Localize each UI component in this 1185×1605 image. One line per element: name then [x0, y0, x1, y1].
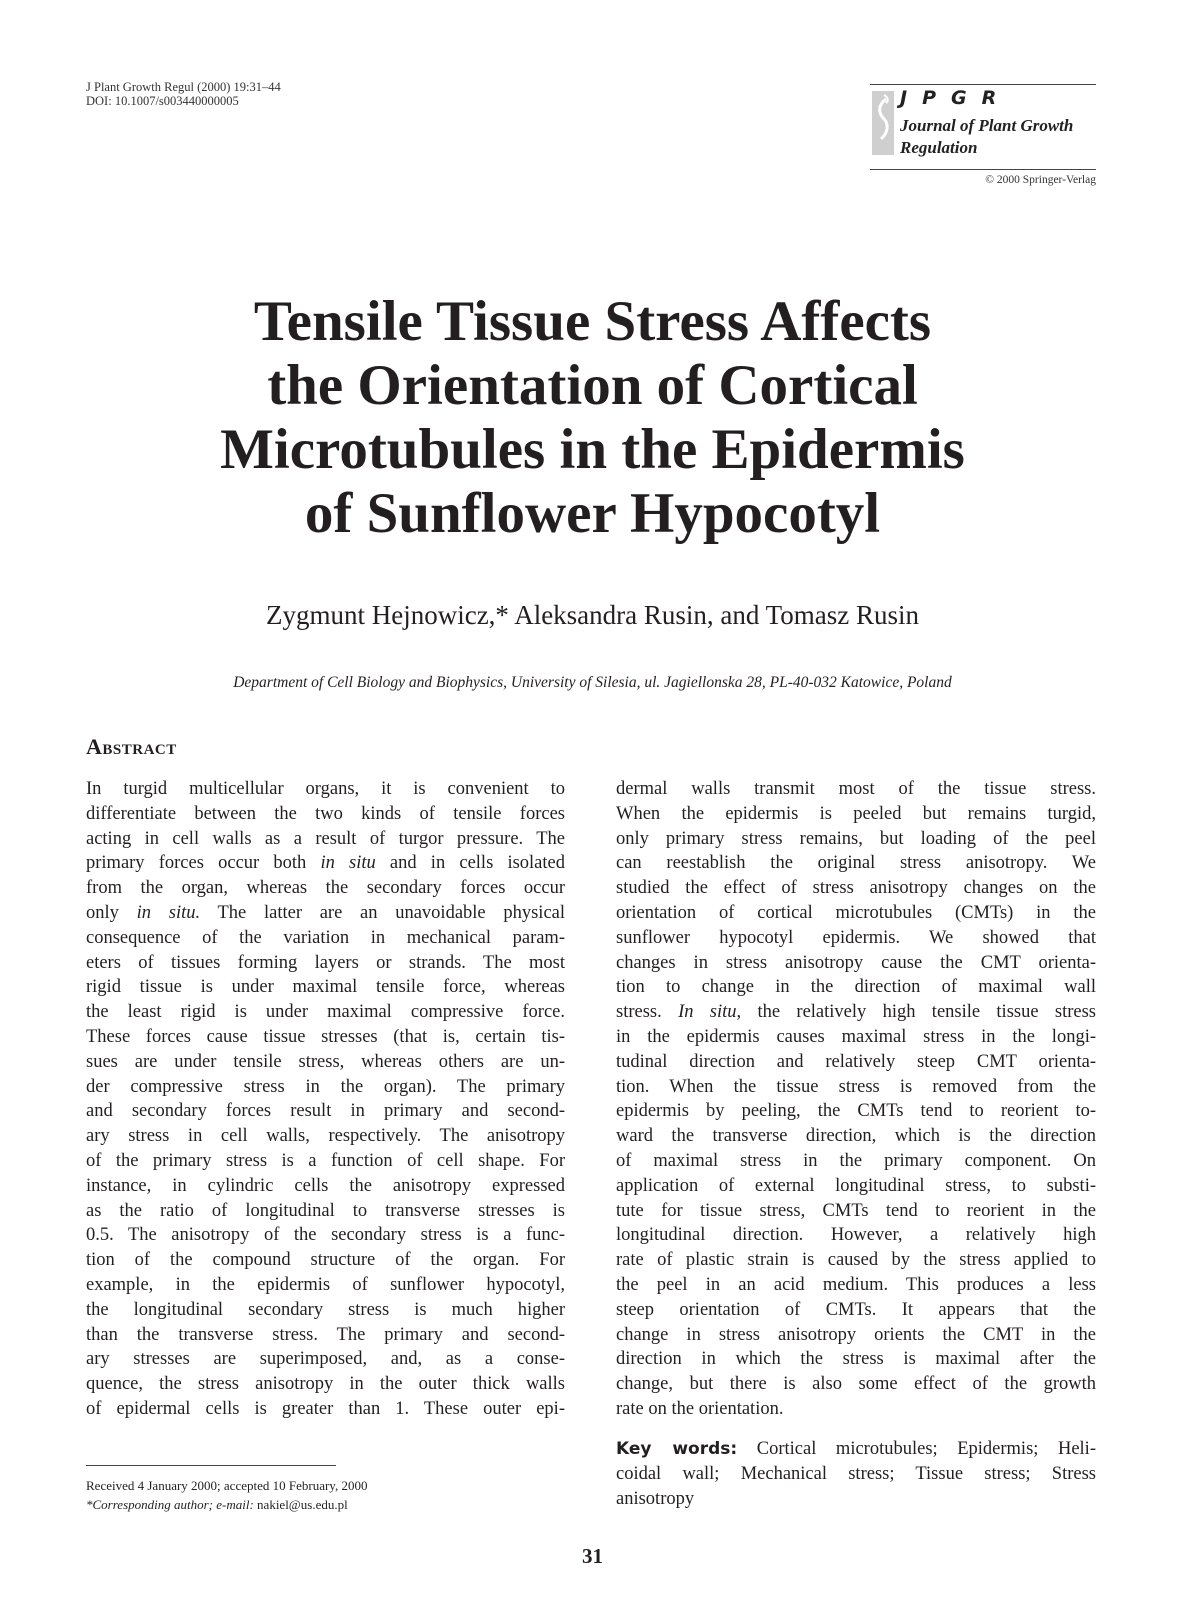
abstract-line: steep orientation of CMTs. It appears that the — [616, 1299, 1096, 1320]
journal-name-line: Journal of Plant Growth — [900, 116, 1074, 135]
page-number: 31 — [582, 1544, 603, 1568]
abstract-italic-text: in situ. — [136, 902, 201, 923]
abstract-text: The latter are an unavoidable physical — [200, 902, 566, 923]
abstract-line: change, but there is also some effect of the growth — [616, 1374, 1096, 1395]
abstract-line: and secondary forces result in primary and second- — [86, 1101, 565, 1122]
abstract-line: of maximal stress in the primary component. On — [616, 1150, 1096, 1171]
abstract-line: studied the effect of stress anisotropy changes on the — [616, 878, 1096, 899]
citation — [86, 80, 281, 108]
abstract-line: tion of the compound structure of the organ. For — [86, 1250, 565, 1271]
paper-title — [120, 290, 1065, 546]
abstract-line: consequence of the variation in mechanical param- — [86, 927, 565, 948]
corresponding-label: *Corresponding author; e-mail: — [86, 1497, 254, 1512]
abstract-line: eters of tissues forming layers or strands. The most — [86, 952, 565, 973]
affiliation: Department of Cell Biology and Biophysics, University of Silesia, ul. Jagiellonska 28, PL-40-032 Katowice, Poland — [233, 674, 952, 691]
abstract-line: tute for tissue stress, CMTs tend to reorient in the — [616, 1200, 1096, 1221]
abstract-line: When the epidermis is peeled but remains turgid, — [616, 803, 1096, 824]
abstract-line: as the ratio of longitudinal to transverse stresses is — [86, 1200, 565, 1221]
abstract-line: rate on the orientation. — [616, 1398, 784, 1419]
abstract-left-column — [86, 777, 565, 1422]
abstract-line: In turgid multicellular organs, it is convenient to — [86, 779, 565, 799]
journal-name — [900, 115, 1096, 159]
journal-logo-box — [870, 84, 1096, 170]
abstract-line: tudinal direction and relatively steep CMT orienta- — [616, 1051, 1096, 1072]
journal-abbreviation: JPGR — [900, 87, 1012, 109]
abstract-line — [86, 851, 565, 876]
abstract-line: application of external longitudinal stress, to substi- — [616, 1175, 1096, 1196]
footnotes — [86, 1476, 367, 1514]
abstract-line: ary stress in cell walls, respectively. The anisotropy — [86, 1126, 565, 1147]
abstract-line: 0.5. The anisotropy of the secondary stress is a func- — [86, 1225, 565, 1246]
email-address: nakiel@us.edu.pl — [253, 1497, 348, 1512]
abstract-heading: Abstract — [86, 734, 177, 759]
abstract-line: example, in the epidermis of sunflower hypocotyl, — [86, 1274, 565, 1295]
abstract-line: ary stresses are superimposed, and, as a conse- — [86, 1349, 565, 1370]
abstract-line: tion to change in the direction of maximal wall — [616, 977, 1096, 998]
keywords-line — [616, 1437, 1096, 1462]
abstract-line: the longitudinal secondary stress is much higher — [86, 1299, 565, 1320]
abstract-text: and in cells isolated — [375, 853, 565, 874]
abstract-line: These forces cause tissue stresses (that is, certain tis- — [86, 1026, 565, 1047]
abstract-line: the least rigid is under maximal compressive force. — [86, 1002, 565, 1023]
abstract-italic-text: In situ — [678, 1002, 737, 1023]
abstract-line: ward the transverse direction, which is the direction — [616, 1126, 1096, 1147]
abstract-line: change in stress anisotropy orients the CMT in the — [616, 1324, 1096, 1345]
title-line: Microtubules in the Epidermis — [220, 418, 965, 481]
abstract-line: instance, in cylindric cells the anisotropy expressed — [86, 1175, 565, 1196]
abstract-line: epidermis by peeling, the CMTs tend to reorient to- — [616, 1101, 1096, 1122]
abstract-line: rigid tissue is under maximal tensile force, whereas — [86, 977, 565, 998]
abstract-line: in the epidermis causes maximal stress in the longi- — [616, 1026, 1096, 1047]
abstract-line: sunflower hypocotyl epidermis. We showed that — [616, 927, 1096, 948]
journal-name-line: Regulation — [900, 138, 978, 157]
title-line: the Orientation of Cortical — [267, 354, 918, 417]
abstract-line: longitudinal direction. However, a relatively high — [616, 1225, 1096, 1246]
abstract-line: only primary stress remains, but loading of the peel — [616, 828, 1096, 849]
abstract-line: sues are under tensile stress, whereas others are un- — [86, 1051, 565, 1072]
footnote-divider — [86, 1465, 336, 1466]
abstract-line — [86, 901, 565, 926]
corresponding-author — [86, 1495, 367, 1514]
abstract-line: tion. When the tissue stress is removed from the — [616, 1076, 1096, 1097]
abstract-line — [616, 1000, 1096, 1025]
abstract-line: of the primary stress is a function of cell shape. For — [86, 1150, 565, 1171]
abstract-text: primary forces occur both — [86, 853, 321, 874]
abstract-italic-text: in situ — [320, 853, 376, 874]
abstract-text: , the relatively high tensile tissue stress — [736, 1002, 1096, 1023]
abstract-line: than the transverse stress. The primary and second- — [86, 1324, 565, 1345]
abstract-line: dermal walls transmit most of the tissue stress. — [616, 779, 1096, 799]
abstract-line: differentiate between the two kinds of tensile forces — [86, 803, 565, 824]
abstract-line: can reestablish the original stress anisotropy. We — [616, 853, 1096, 874]
abstract-line: from the organ, whereas the secondary forces occur — [86, 878, 565, 899]
doi-line: DOI: 10.1007/s003440000005 — [86, 94, 239, 108]
abstract-line: rate of plastic strain is caused by the stress applied to — [616, 1250, 1096, 1271]
abstract-text: stress. — [616, 1002, 679, 1023]
keywords-line: anisotropy — [616, 1488, 695, 1509]
received-dates: Received 4 January 2000; accepted 10 February, 2000 — [86, 1478, 368, 1493]
abstract-text: only — [86, 902, 137, 923]
keywords-text: Cortical microtubules; Epidermis; Heli- — [737, 1439, 1096, 1459]
abstract-line: der compressive stress in the organ). The primary — [86, 1076, 565, 1097]
title-line: Tensile Tissue Stress Affects — [253, 290, 932, 353]
title-line: of Sunflower Hypocotyl — [304, 482, 881, 545]
abstract-line: acting in cell walls as a result of turgor pressure. The — [86, 828, 565, 849]
abstract-line: the peel in an acid medium. This produces a less — [616, 1274, 1096, 1295]
abstract-right-column — [616, 777, 1096, 1422]
journal-logo-icon — [872, 91, 894, 155]
authors: Zygmunt Hejnowicz,* Aleksandra Rusin, and Tomasz Rusin — [265, 600, 920, 630]
abstract-line: of epidermal cells is greater than 1. These outer epi- — [86, 1398, 565, 1419]
keywords-label: Key words: — [616, 1439, 738, 1459]
copyright: © 2000 Springer-Verlag — [985, 174, 1096, 186]
abstract-line: quence, the stress anisotropy in the outer thick walls — [86, 1374, 565, 1395]
abstract-line: orientation of cortical microtubules (CMTs) in the — [616, 902, 1096, 923]
abstract-line: changes in stress anisotropy cause the CMT orienta- — [616, 952, 1096, 973]
citation-line: J Plant Growth Regul (2000) 19:31–44 — [86, 80, 281, 94]
keywords-line: coidal wall; Mechanical stress; Tissue stress; Stress — [616, 1463, 1096, 1484]
abstract-line: direction in which the stress is maximal after the — [616, 1349, 1096, 1370]
keywords — [616, 1437, 1096, 1511]
